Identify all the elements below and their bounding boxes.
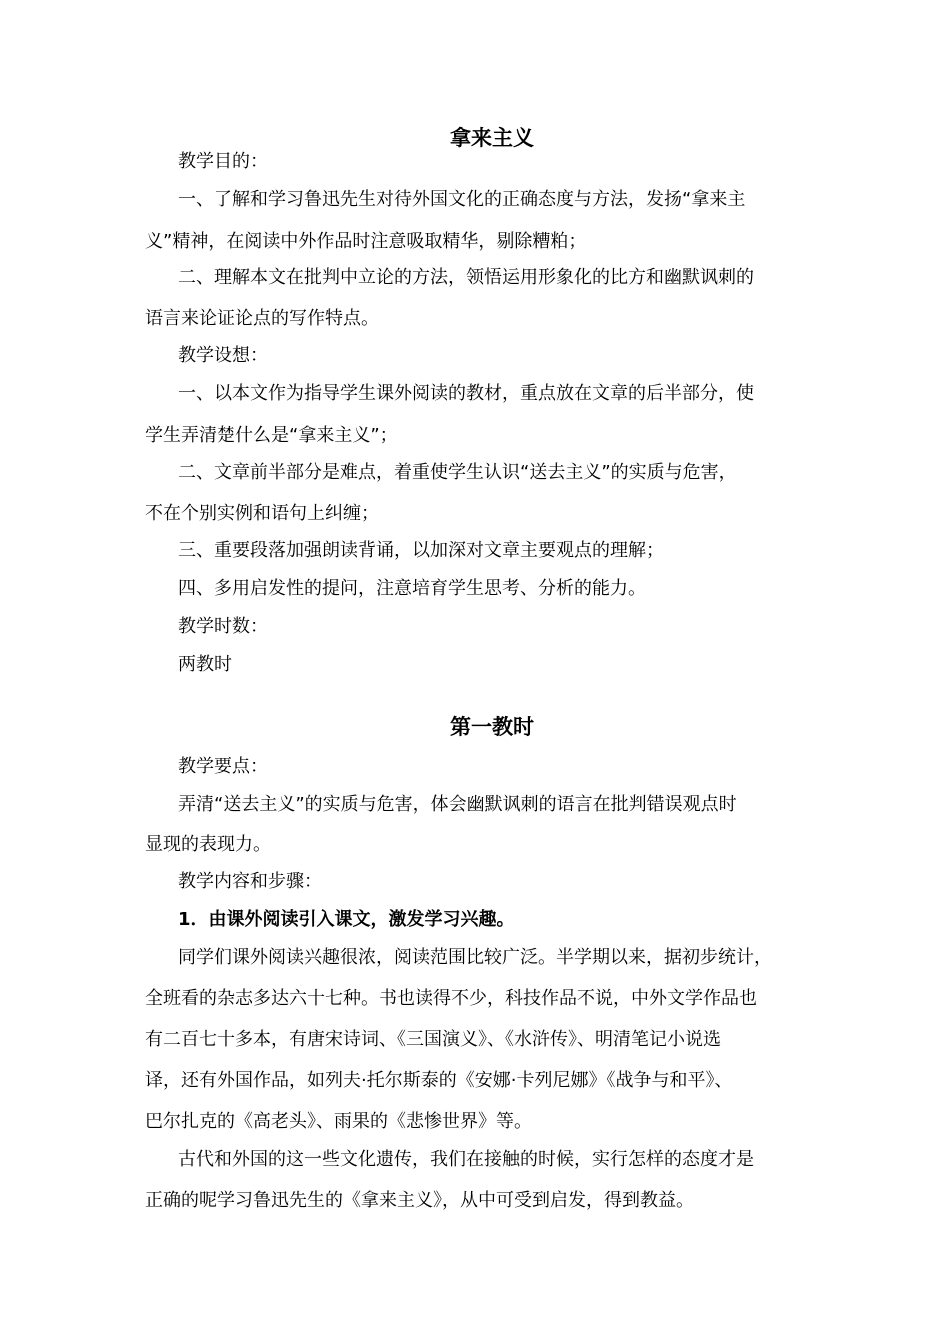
heading-teaching-goals: 教学目的：: [178, 151, 268, 172]
heading-content-steps: 教学内容和步骤：: [178, 871, 322, 892]
paragraph-line: 弄清“送去主义”的实质与危害，体会幽默讽刺的语言在批判错误观点时: [178, 794, 737, 815]
paragraph-line: 巴尔扎克的《高老头》、雨果的《悲惨世界》等。: [145, 1111, 532, 1132]
section-title: 第一教时: [450, 715, 534, 739]
paragraph-line: 两教时: [178, 654, 232, 675]
paragraph-line: 一、了解和学习鲁迅先生对待外国文化的正确态度与方法，发扬“拿来主: [178, 189, 746, 210]
paragraph-line: 显现的表现力。: [145, 834, 271, 855]
paragraph-line: 正确的呢学习鲁迅先生的《拿来主义》，从中可受到启发，得到教益。: [145, 1190, 694, 1211]
heading-teaching-hours: 教学时数：: [178, 616, 268, 637]
document-title: 拿来主义: [450, 126, 534, 150]
paragraph-line: 古代和外国的这一些文化遗传，我们在接触的时候，实行怎样的态度才是: [178, 1149, 754, 1170]
heading-key-points: 教学要点：: [178, 756, 268, 777]
paragraph-line: 全班看的杂志多达六十七种。书也读得不少，科技作品不说，中外文学作品也: [145, 988, 757, 1009]
paragraph-line: 学生弄清楚什么是“拿来主义”；: [145, 425, 398, 446]
paragraph-line: 一、以本文作为指导学生课外阅读的教材，重点放在文章的后半部分，使: [178, 383, 754, 404]
paragraph-line: 有二百七十多本，有唐宋诗词、《三国演义》、《水浒传》、明清笔记小说选: [145, 1029, 721, 1050]
step-heading: 1．由课外阅读引入课文，激发学习兴趣。: [178, 909, 515, 930]
paragraph-line: 同学们课外阅读兴趣很浓，阅读范围比较广泛。半学期以来，据初步统计，: [178, 947, 772, 968]
paragraph-line: 三、重要段落加强朗读背诵，以加深对文章主要观点的理解；: [178, 540, 664, 561]
paragraph-line: 语言来论证论点的写作特点。: [145, 308, 379, 329]
paragraph-line: 不在个别实例和语句上纠缠；: [145, 503, 379, 524]
paragraph-line: 二、文章前半部分是难点，着重使学生认识“送去主义”的实质与危害，: [178, 462, 737, 483]
paragraph-line: 四、多用启发性的提问，注意培育学生思考、分析的能力。: [178, 578, 646, 599]
heading-teaching-plan: 教学设想：: [178, 345, 268, 366]
paragraph-line: 二、理解本文在批判中立论的方法，领悟运用形象化的比方和幽默讽刺的: [178, 267, 754, 288]
paragraph-line: 译，还有外国作品，如列夫·托尔斯泰的《安娜·卡列尼娜》《战争与和平》、: [145, 1070, 733, 1091]
paragraph-line: 义”精神，在阅读中外作品时注意吸取精华，剔除糟粕；: [145, 231, 587, 252]
